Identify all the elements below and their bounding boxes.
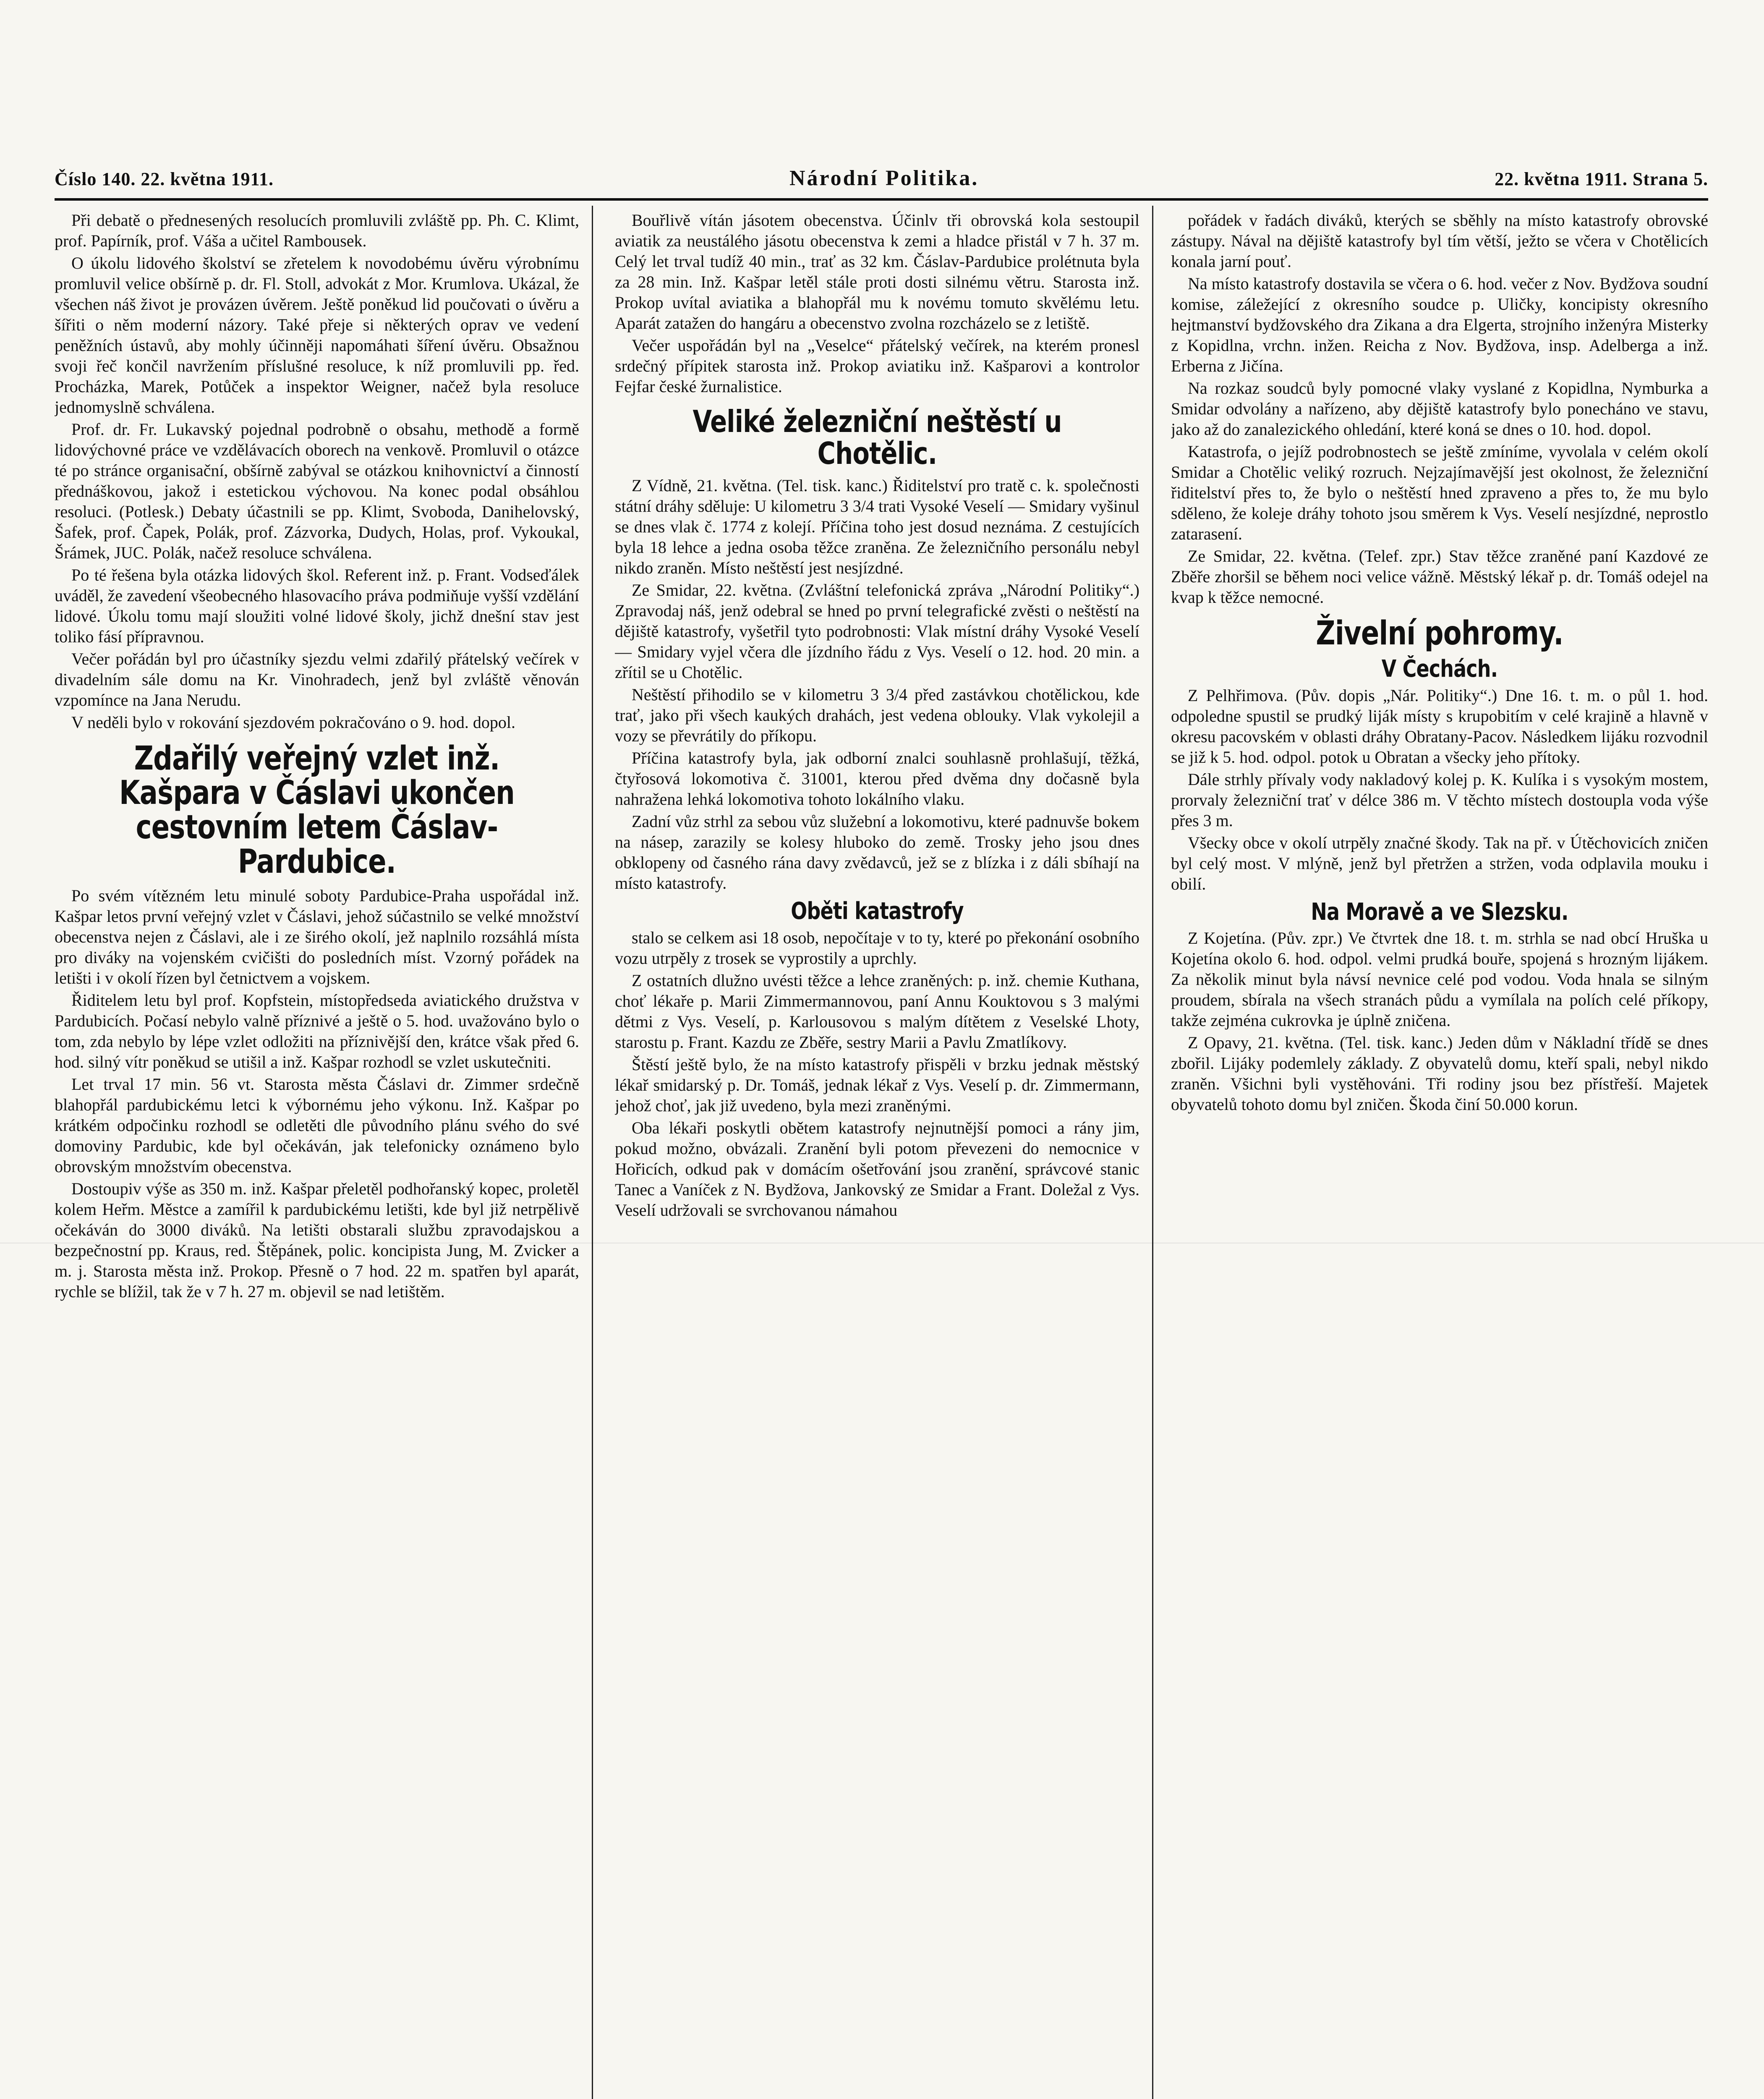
article-paragraph: Z Opavy, 21. května. (Tel. tisk. kanc.) Jeden dům v Nákladní třídě se dnes zbořil. Lijáky podemlely základy. Z obyvatelů domu, kteří spali, nebyl nikdo zraněn. Všichni byli vystěhováni. Tři rodiny jsou bez přístřeší. Majetek obyvatelů tohoto domu byl zničen. Škoda činí 50.000 korun. — [1171, 1033, 1708, 1114]
article-paragraph: Všecky obce v okolí utrpěly značné škody. Tak na př. v Útěchovicích zničen byl celý most. V mlýně, jenž byl přetržen a stržen, voda odplavila mouku i obilí. — [1171, 833, 1708, 893]
section-subheading: Na Moravě a ve Slezsku. — [1311, 898, 1568, 926]
column-1 — [55, 210, 579, 2099]
article-paragraph: Z Kojetína. (Pův. zpr.) Ve čtvrtek dne 18. t. m. strhla se nad obcí Hruška u Kojetína okolo 6. hod. odpol. velmi prudká bouře, spojená s hrozným lijákem. Za několik minut byla návsí nevnice celé pod vodou. Voda hnala se silným proudem, sbírala na všech stranách půdu a vymílala na polích celé příkopy, takže zejména cukrovka je úplně zničena. — [1171, 929, 1708, 1030]
column-divider — [592, 206, 593, 2099]
article-paragraph: pořádek v řadách diváků, kterých se sběhly na místo katastrofy obrovské zástupy. Nával na dějiště katastrofy byl tím větší, ježto se včera v Chotělicích konala jarní pouť. — [1171, 211, 1708, 271]
article-paragraph: Z Pelhřimova. (Pův. dopis „Nár. Politiky“.) Dne 16. t. m. o půl 1. hod. odpoledne spustil se prudký liják místy s krupobitím v celé krajině a hlavně v okresu pacovském v oblasti dráhy Obratany-Pacov. Následkem lijáku rozvodnil se již k 5. hod. odpol. potok u Obratan a všecky jeho přítoky. — [1171, 686, 1708, 767]
article-paragraph: Ze Smidar, 22. května. (Zvláštní telefonická zpráva „Národní Politiky“.) Zpravodaj náš, jenž odebral se hned po první telegrafické zvěsti o neštěstí na dějiště katastrofy, vyšetřil tyto podrobnosti: Vlak místní dráhy Vysoké Veselí — Smidary vyjel včera dle jízdního řádu z Vys. Veselí o 12. hod. 20 min. a zřítil se u Chotělic. — [615, 581, 1139, 682]
date-page-number: 22. května 1911. Strana 5. — [1495, 169, 1708, 189]
issue-number: Číslo 140. 22. května 1911. — [55, 169, 274, 189]
article-paragraph: Let trval 17 min. 56 vt. Starosta města Čáslavi dr. Zimmer srdečně blahopřál pardubickému letci k výbornému jeho výkonu. Inž. Kašpar po krátkém odpočinku rozhodl se odletěti dle původního plánu svého do své domoviny Pardubic, kde byl očekáván, jak telefonicky oznámeno bylo obrovským množstvím obecenstva. — [55, 1074, 579, 1176]
article-paragraph: Příčina katastrofy byla, jak odborní znalci souhlasně prohlašují, těžká, čtyřosová lokomotiva č. 31001, kterou před dvěma dny dočasně byla nahražena lehká lokomotiva tohoto lokálního vlaku. — [615, 749, 1139, 809]
section-subheading: Oběti katastrofy — [791, 898, 964, 925]
article-headline: Veliké železniční neštěstí u Chotělic. — [693, 404, 1062, 471]
header-rule — [55, 198, 1708, 201]
article-paragraph: Z ostatních dlužno uvésti těžce a lehce zraněných: p. inž. chemie Kuthana, choť lékaře p. Marii Zimmermannovou, paní Annu Kouktovou s 3 malými dětmi z Vys. Veselí, p. Karlousovou s malým dítětem z Veselské Lhoty, starostu p. Frant. Kazdu ze Zběře, sestry Marii a Pavlu Zmatlíkovy. — [615, 971, 1139, 1052]
column-divider — [1152, 206, 1153, 2099]
article-paragraph: Ze Smidar, 22. května. (Telef. zpr.) Stav těžce zraněné paní Kazdové ze Zběře zhoršil se během noci velice vážně. Městský lékař p. dr. Tomáš odejel na kvap k těžce nemocné. — [1171, 547, 1708, 607]
article-paragraph: Prof. dr. Fr. Lukavský pojednal podrobně o obsahu, methodě a formě lidovýchovné práce ve vzdělávacích oborech na venkově. Promluvil o otázce té po stránce organisační, obšírně zabýval se otázkou knihovnictví a činností přednáškovou, jakož i estetickou výchovou. Na konec podal obsáhlou resoluci. (Potlesk.) Debaty účastnili se pp. Klimt, Svoboda, Danihelovský, Šafek, prof. Čapek, Polák, prof. Zázvorka, Dudych, Holas, prof. Vykoukal, Šrámek, JUC. Polák, načež resoluce schválena. — [55, 420, 579, 562]
column-3 — [1171, 210, 1708, 2099]
article-paragraph: Dostoupiv výše as 350 m. inž. Kašpar přeletěl podhořanský kopec, proletěl kolem Heřm. Městce a zamířil k pardubickému letišti, kde byl již netrpělivě očekáván do 3000 diváků. Na letišti obstarali službu zpravodajskou a bezpečnostní pp. Kraus, red. Štěpánek, polic. koncipista Jung, M. Zvicker a m. j. Starosta města inž. Prokop. Přesně o 7 hod. 22 m. spatřen byl aparát, rychle se blížil, tak že v 7 h. 27 m. objevil se nad letištěm. — [55, 1179, 579, 1301]
article-paragraph: Na rozkaz soudců byly pomocné vlaky vyslané z Kopidlna, Nymburka a Smidar odvolány a nařízeno, aby dějiště katastrofy bylo ponecháno ve stavu, jako až do zanalezického ohledání, které koná se dnes o 10. hod. dopol. — [1171, 379, 1708, 439]
article-headline: Zdařilý veřejný vzlet inž. Kašpara v Čáslavi ukončen cestovním letem Čáslav-Pardubice. — [119, 740, 515, 881]
article-paragraph: Dále strhly přívaly vody nakladový kolej p. K. Kulíka i s vysokým mostem, prorvaly železniční trať v délce 386 m. V těchto místech dostoupla voda výše přes 3 m. — [1171, 769, 1708, 830]
article-paragraph: stalo se celkem asi 18 osob, nepočítaje v to ty, které po překonání osobního vozu utrpěly z trosek se vyprostily a uprchly. — [615, 928, 1139, 968]
article-paragraph: Štěstí ještě bylo, že na místo katastrofy přispěli v brzku jednak městský lékař smidarský p. Dr. Tomáš, jednak lékař z Vys. Veselí p. dr. Zimmermann, jehož choť, jak již uvedeno, byla mezi zraněnými. — [615, 1055, 1139, 1115]
article-paragraph: Z Vídně, 21. května. (Tel. tisk. kanc.) Řiditelství pro tratě c. k. společnosti státní dráhy sděluje: U kilometru 3 3/4 trati Vysoké Veselí — Smidary vyšinul se dnes vlak č. 1774 z kolejí. Příčina toho jest dosud neznáma. Z cestujících byla 18 lehce a jedna osoba těžce zraněna. Ze železničního personálu nebyl nikdo zraněn. Místo neštěstí jest nesjízdné. — [615, 476, 1139, 578]
article-paragraph: Oba lékaři poskytli obětem katastrofy nejnutnější pomoci a rány jim, pokud možno, obvázali. Zranění byli potom převezeni do nemocnice v Hořicích, odkud pak v domácím ošetřování jsou zranění, správcové stanic Tanec a Vaníček z N. Bydžova, Jankovský ze Smidar a Frant. Doležal z Vys. Veselí udržovali se svrchovanou námahou — [615, 1118, 1139, 1220]
article-paragraph: Zadní vůz strhl za sebou vůz služební a lokomotivu, které padnuvše bokem na násep, zarazily se kolesy hluboko do země. Trosky jeho jsou dnes obklopeny od časného rána davy zvědavců, jež se z blízka i z dáli sbíhají na místo katastrofy. — [615, 812, 1139, 893]
article-paragraph: Katastrofa, o jejíž podrobnostech se ještě zmíníme, vyvolala v celém okolí Smidar a Chotělic veliký rozruch. Nejzajímavější jest okolnost, že železniční řiditelství přes to, že bylo o neštěstí hned zpraveno a přes to, že mu bylo sděleno, že koleje dráhy tohoto jsou směrem k Vys. Veselí nesjízdné, neprostlo zatarasení. — [1171, 442, 1708, 543]
article-paragraph: Po svém vítězném letu minulé soboty Pardubice-Praha uspořádal inž. Kašpar letos první veřejný vzlet v Čáslavi, jehož súčastnilo se velké množství obecenstva nejen z Čáslavi, ale i ze širého okolí, jež naplnilo rozsáhlá místa pro diváky na vojenském cvičišti do posledních míst. Vzorný pořádek na letišti i v okolí řízen byl četnictvem a vojskem. — [55, 886, 579, 987]
article-paragraph: Večer uspořádán byl na „Veselce“ přátelský večírek, na kterém pronesl srdečný přípitek starosta inž. Prokop aviatiku inž. Kašparovi a kontrolor Fejfar české žurnalistice. — [615, 336, 1139, 396]
article-paragraph: Bouřlivě vítán jásotem obecenstva. Účinlv tři obrovská kola sestoupil aviatik za neustálého jásotu obecenstva k zemi a hladce přistál v 7 h. 37 m. Celý let trval tudíž 40 min., trať as 32 km. Čáslav-Pardubice prolétnuta byla za 28 min. Inž. Kašpar letěl stále proti dosti silnému větru. Starosta inž. Prokop uvítal aviatika a blahopřál mu k novému tomuto skvělému letu. Aparát zatažen do hangáru a obecenstvo zvolna rozcházelo se z letiště. — [615, 211, 1139, 332]
article-paragraph: O úkolu lidového školství se zřetelem k novodobému úvěru výrobnímu promluvil velice obšírně p. dr. Fl. Stoll, advokát z Mor. Krumlova. Ukázal, že všechen náš život je provázen úvěrem. Ještě poněkud lid poučovati o úvěru a šířiti o něm moderní názory. Také přeje si některých oprav ve vedení peněžních ústavů, aby mohly účinněji napomáhati šíření úvěru. Obsažnou svoji řeč končil navržením příslušné resoluce, k níž promluvili pp. řed. Procházka, Marek, Potůček a inspektor Weigner, načež byla resoluce jednomyslně schválena. — [55, 254, 579, 416]
section-subheading: V Čechách. — [1381, 655, 1498, 683]
column-2 — [615, 210, 1139, 2099]
article-paragraph: V neděli bylo v rokování sjezdovém pokračováno o 9. hod. dopol. — [71, 713, 515, 732]
article-paragraph: Při debatě o přednesených resolucích promluvili zvláště pp. Ph. C. Klimt, prof. Papírník, prof. Váša a učitel Rambousek. — [55, 211, 579, 250]
page-header — [55, 166, 1708, 199]
masthead-title: Národní Politika. — [789, 166, 979, 190]
article-paragraph: Na místo katastrofy dostavila se včera o 6. hod. večer z Nov. Bydžova soudní komise, záležející z okresního soudce p. Uličky, koncipisty okresního hejtmanství bydžovského dra Zikana a dra Elgerta, strojního inženýra Misterky z Kopidlna, vrchn. inžen. Reicha z Nov. Bydžova, insp. Adelberga a inž. Erberna z Jičína. — [1171, 274, 1708, 375]
article-paragraph: Večer pořádán byl pro účastníky sjezdu velmi zdařilý přátelský večírek v divadelním sále domu na Kr. Vinohradech, jenž byl zvláště věnován vzpomínce na Jana Nerudu. — [55, 649, 579, 709]
article-headline: Živelní pohromy. — [1316, 615, 1563, 652]
article-paragraph: Po té řešena byla otázka lidových škol. Referent inž. p. Frant. Vodseďálek uváděl, že zavedení všeobecného hlasovacího práva podmiňuje vyšší vzdělání lidové. Úkolu tomu mají sloužiti volné lidové školy, jichž dnešní stav jest toliko fásí přípravnou. — [55, 565, 579, 646]
article-paragraph: Řiditelem letu byl prof. Kopfstein, místopředseda aviatického družstva v Pardubicích. Počasí nebylo valně příznivé a ještě o 5. hod. uvažováno bylo o tom, zda nebylo by lépe vzlet odložiti na příznivější den, krátce však před 6. hod. silný vítr poněkud se utišil a inž. Kašpar rozhodl se vzlet uskutečniti. — [55, 990, 579, 1071]
article-paragraph: Neštěstí přihodilo se v kilometru 3 3/4 před zastávkou chotělickou, kde trať, jako při všech kaukých drahách, jest vedena oblouky. Vlak vykolejil a vozy se převrátily do příkopu. — [615, 685, 1139, 746]
